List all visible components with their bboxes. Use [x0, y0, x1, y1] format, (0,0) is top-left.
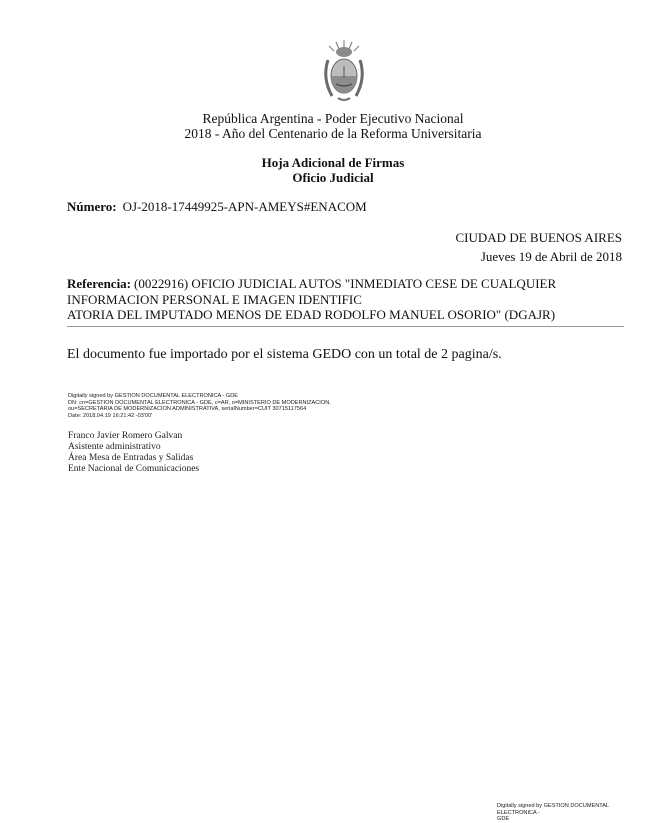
footer-signature-line-1: Digitally signed by GESTION DOCUMENTAL ELECTRONICA - — [497, 803, 609, 816]
footer-signature-line-2: GDE — [497, 816, 510, 822]
reference-line-2: INFORMACION PERSONAL E IMAGEN IDENTIFIC — [67, 291, 362, 307]
signer-entity: Ente Nacional de Comunicaciones — [68, 464, 200, 474]
document-subtitle: Oficio Judicial — [292, 170, 374, 185]
reference-label: Referencia: — [67, 276, 132, 291]
signature-line-2: DN: cn=GESTION DOCUMENTAL ELECTRONICA - GDE, c=AR, o=MINISTERIO DE MODERNIZACION, — [68, 399, 331, 406]
signer-name: Franco Javier Romero Galvan — [68, 431, 183, 441]
document-number-value: OJ-2018-17449925-APN-AMEYS#ENACOM — [122, 199, 367, 214]
date: Jueves 19 de Abril de 2018 — [480, 249, 622, 264]
digital-signature-block — [68, 393, 331, 419]
signature-line-3: ou=SECRETARIA DE MODERNIZACION ADMINISTRATIVA, serialNumber=CUIT 30715117564 — [68, 406, 307, 412]
header-line-2: 2018 - Año del Centenario de la Reforma Universitaria — [184, 126, 482, 141]
document-title: Hoja Adicional de Firmas — [261, 155, 405, 170]
reference-line-3: ATORIA DEL IMPUTADO MENOS DE EDAD RODOLFO MANUEL OSORIO" (DGAJR) — [67, 307, 556, 322]
argentina-coat-of-arms-icon — [320, 38, 368, 104]
signer-role: Asistente administrativo — [68, 442, 161, 452]
document-number — [67, 199, 367, 215]
signer-block — [68, 431, 199, 475]
header-line-1: República Argentina - Poder Ejecutivo Nacional — [202, 111, 464, 126]
body-text: El documento fue importado por el sistema GEDO con un total de 2 pagina/s. — [67, 347, 502, 362]
city: CIUDAD DE BUENOS AIRES — [455, 230, 622, 245]
footer-signature-block — [497, 803, 647, 823]
signature-line-4: Date: 2018.04.19 16:21:42 -03'00' — [68, 412, 153, 419]
reference-line-1: (0022916) OFICIO JUDICIAL AUTOS "INMEDIATO CESE DE CUALQUIER — [134, 276, 557, 291]
divider — [67, 326, 624, 327]
reference-block — [67, 276, 627, 323]
document-number-label: Número: — [67, 199, 117, 214]
signature-line-1: Digitally signed by GESTION DOCUMENTAL ELECTRONICA - GDE — [68, 393, 239, 399]
signer-area: Área Mesa de Entradas y Salidas — [68, 453, 194, 463]
